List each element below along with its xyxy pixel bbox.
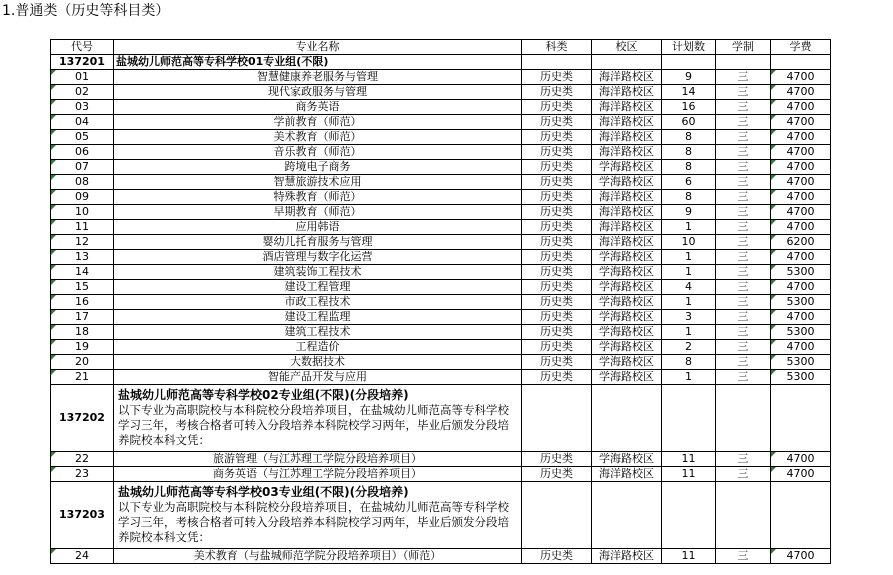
years-cell: 三: [716, 70, 771, 85]
plan-count-cell: 1: [662, 325, 716, 340]
years-cell: 三: [716, 265, 771, 280]
major-name: 现代家政服务与管理: [114, 85, 522, 100]
empty-cell: [771, 482, 831, 549]
major-code: 17: [51, 310, 114, 325]
fee-cell: 4700: [771, 310, 831, 325]
plan-count-cell: 6: [662, 175, 716, 190]
table-row: [51, 265, 831, 280]
subject-cell: 历史类: [522, 175, 592, 190]
subject-cell: 历史类: [522, 310, 592, 325]
empty-cell: [662, 385, 716, 452]
table-row: [51, 130, 831, 145]
years-cell: 三: [716, 467, 771, 482]
campus-cell: 海洋路校区: [592, 145, 662, 160]
group-name: 盐城幼儿师范高等专科学校03专业组(不限)(分段培养): [118, 485, 409, 499]
major-name: 婴幼儿托育服务与管理: [114, 235, 522, 250]
plan-count-cell: 1: [662, 370, 716, 385]
fee-cell: 6200: [771, 235, 831, 250]
campus-cell: 学海路校区: [592, 340, 662, 355]
header-code: 代号: [51, 40, 114, 55]
campus-cell: 海洋路校区: [592, 205, 662, 220]
fee-cell: 4700: [771, 160, 831, 175]
group-note: 以下专业为高职院校与本科院校分段培养项目，在盐城幼儿师范高等专科学校学习三年，考核合格者可转入分段培养本科院校学习两年，毕业后颁发分段培养院校本科文凭：: [118, 403, 509, 447]
group-header-row: [51, 385, 831, 452]
campus-cell: 海洋路校区: [592, 130, 662, 145]
subject-cell: 历史类: [522, 355, 592, 370]
empty-cell: [522, 55, 592, 70]
group-code: 137203: [51, 482, 114, 549]
table-row: [51, 235, 831, 250]
group-header-row: [51, 55, 831, 70]
major-code: 06: [51, 145, 114, 160]
major-name: 特殊教育（师范）: [114, 190, 522, 205]
group-description: [114, 482, 522, 549]
years-cell: 三: [716, 295, 771, 310]
major-code: 12: [51, 235, 114, 250]
header-years: 学制: [716, 40, 771, 55]
empty-cell: [662, 55, 716, 70]
years-cell: 三: [716, 205, 771, 220]
subject-cell: 历史类: [522, 220, 592, 235]
years-cell: 三: [716, 452, 771, 467]
fee-cell: 5300: [771, 355, 831, 370]
major-code: 19: [51, 340, 114, 355]
plan-count-cell: 9: [662, 205, 716, 220]
table-row: [51, 325, 831, 340]
plan-count-cell: 1: [662, 250, 716, 265]
table-row: [51, 467, 831, 482]
subject-cell: 历史类: [522, 130, 592, 145]
subject-cell: 历史类: [522, 370, 592, 385]
major-name: 建设工程管理: [114, 280, 522, 295]
major-code: 20: [51, 355, 114, 370]
years-cell: 三: [716, 190, 771, 205]
campus-cell: 学海路校区: [592, 452, 662, 467]
subject-cell: 历史类: [522, 160, 592, 175]
subject-cell: 历史类: [522, 235, 592, 250]
campus-cell: 海洋路校区: [592, 85, 662, 100]
major-code: 01: [51, 70, 114, 85]
fee-cell: 4700: [771, 220, 831, 235]
major-name: 美术教育（师范）: [114, 130, 522, 145]
major-code: 07: [51, 160, 114, 175]
table-row: [51, 85, 831, 100]
campus-cell: 海洋路校区: [592, 100, 662, 115]
empty-cell: [716, 385, 771, 452]
enrollment-plan-table: [50, 39, 831, 564]
campus-cell: 学海路校区: [592, 175, 662, 190]
subject-cell: 历史类: [522, 70, 592, 85]
table-row: [51, 452, 831, 467]
campus-cell: 学海路校区: [592, 295, 662, 310]
years-cell: 三: [716, 280, 771, 295]
subject-cell: 历史类: [522, 145, 592, 160]
years-cell: 三: [716, 85, 771, 100]
plan-count-cell: 11: [662, 549, 716, 564]
major-name: 建设工程监理: [114, 310, 522, 325]
major-code: 10: [51, 205, 114, 220]
major-name: 建筑装饰工程技术: [114, 265, 522, 280]
years-cell: 三: [716, 325, 771, 340]
fee-cell: 4700: [771, 115, 831, 130]
campus-cell: 学海路校区: [592, 355, 662, 370]
major-code: 21: [51, 370, 114, 385]
fee-cell: 4700: [771, 549, 831, 564]
years-cell: 三: [716, 220, 771, 235]
group-note: 以下专业为高职院校与本科院校分段培养项目，在盐城幼儿师范高等专科学校学习三年，考核合格者可转入分段培养本科院校学习两年，毕业后颁发分段培养院校本科文凭：: [118, 500, 509, 544]
plan-count-cell: 60: [662, 115, 716, 130]
plan-count-cell: 3: [662, 310, 716, 325]
campus-cell: 学海路校区: [592, 250, 662, 265]
major-name: 跨境电子商务: [114, 160, 522, 175]
major-name: 商务英语（与江苏理工学院分段培养项目）: [114, 467, 522, 482]
table-row: [51, 355, 831, 370]
plan-count-cell: 14: [662, 85, 716, 100]
empty-cell: [716, 55, 771, 70]
plan-count-cell: 11: [662, 452, 716, 467]
subject-cell: 历史类: [522, 250, 592, 265]
plan-count-cell: 8: [662, 160, 716, 175]
major-name: 应用韩语: [114, 220, 522, 235]
fee-cell: 4700: [771, 340, 831, 355]
campus-cell: 学海路校区: [592, 280, 662, 295]
group-code: 137201: [51, 55, 114, 70]
major-name: 大数据技术: [114, 355, 522, 370]
years-cell: 三: [716, 145, 771, 160]
campus-cell: 海洋路校区: [592, 549, 662, 564]
years-cell: 三: [716, 115, 771, 130]
group-name: 盐城幼儿师范高等专科学校02专业组(不限)(分段培养): [118, 388, 409, 402]
years-cell: 三: [716, 235, 771, 250]
subject-cell: 历史类: [522, 340, 592, 355]
campus-cell: 学海路校区: [592, 160, 662, 175]
major-name: 商务英语: [114, 100, 522, 115]
major-name: 美术教育（与盐城师范学院分段培养项目）（师范）: [114, 549, 522, 564]
plan-count-cell: 1: [662, 220, 716, 235]
fee-cell: 5300: [771, 295, 831, 310]
plan-count-cell: 8: [662, 355, 716, 370]
empty-cell: [662, 482, 716, 549]
fee-cell: 4700: [771, 452, 831, 467]
subject-cell: 历史类: [522, 280, 592, 295]
plan-count-cell: 8: [662, 145, 716, 160]
table-row: [51, 145, 831, 160]
table-row: [51, 220, 831, 235]
table-header-row: [51, 40, 831, 55]
major-code: 16: [51, 295, 114, 310]
campus-cell: 学海路校区: [592, 310, 662, 325]
plan-count-cell: 1: [662, 295, 716, 310]
campus-cell: 海洋路校区: [592, 70, 662, 85]
plan-count-cell: 9: [662, 70, 716, 85]
major-code: 14: [51, 265, 114, 280]
major-name: 智能产品开发与应用: [114, 370, 522, 385]
fee-cell: 4700: [771, 175, 831, 190]
major-code: 02: [51, 85, 114, 100]
header-campus: 校区: [592, 40, 662, 55]
major-name: 工程造价: [114, 340, 522, 355]
years-cell: 三: [716, 250, 771, 265]
fee-cell: 5300: [771, 370, 831, 385]
group-code: 137202: [51, 385, 114, 452]
major-code: 18: [51, 325, 114, 340]
major-name: 酒店管理与数字化运营: [114, 250, 522, 265]
empty-cell: [592, 55, 662, 70]
years-cell: 三: [716, 130, 771, 145]
years-cell: 三: [716, 310, 771, 325]
years-cell: 三: [716, 175, 771, 190]
header-major: 专业名称: [114, 40, 522, 55]
table-row: [51, 205, 831, 220]
empty-cell: [522, 385, 592, 452]
table-row: [51, 310, 831, 325]
major-code: 23: [51, 467, 114, 482]
years-cell: 三: [716, 100, 771, 115]
years-cell: 三: [716, 355, 771, 370]
major-code: 09: [51, 190, 114, 205]
table-row: [51, 280, 831, 295]
subject-cell: 历史类: [522, 452, 592, 467]
header-fee: 学费: [771, 40, 831, 55]
plan-count-cell: 8: [662, 190, 716, 205]
major-name: 早期教育（师范）: [114, 205, 522, 220]
major-name: 智慧旅游技术应用: [114, 175, 522, 190]
table-row: [51, 70, 831, 85]
subject-cell: 历史类: [522, 467, 592, 482]
fee-cell: 4700: [771, 100, 831, 115]
campus-cell: 海洋路校区: [592, 115, 662, 130]
table-row: [51, 100, 831, 115]
campus-cell: 海洋路校区: [592, 190, 662, 205]
years-cell: 三: [716, 370, 771, 385]
major-code: 22: [51, 452, 114, 467]
major-name: 建筑工程技术: [114, 325, 522, 340]
plan-count-cell: 2: [662, 340, 716, 355]
major-code: 11: [51, 220, 114, 235]
plan-count-cell: 11: [662, 467, 716, 482]
subject-cell: 历史类: [522, 295, 592, 310]
plan-count-cell: 16: [662, 100, 716, 115]
subject-cell: 历史类: [522, 205, 592, 220]
plan-count-cell: 1: [662, 265, 716, 280]
fee-cell: 5300: [771, 265, 831, 280]
fee-cell: 4700: [771, 280, 831, 295]
table-row: [51, 370, 831, 385]
header-subject: 科类: [522, 40, 592, 55]
major-code: 13: [51, 250, 114, 265]
page-title: 1.普通类（历史等科目类）: [2, 3, 170, 19]
empty-cell: [522, 482, 592, 549]
table-row: [51, 250, 831, 265]
campus-cell: 海洋路校区: [592, 235, 662, 250]
campus-cell: 学海路校区: [592, 325, 662, 340]
campus-cell: 海洋路校区: [592, 220, 662, 235]
major-name: 旅游管理（与江苏理工学院分段培养项目）: [114, 452, 522, 467]
major-code: 03: [51, 100, 114, 115]
plan-count-cell: 10: [662, 235, 716, 250]
fee-cell: 4700: [771, 85, 831, 100]
subject-cell: 历史类: [522, 190, 592, 205]
major-name: 音乐教育（师范）: [114, 145, 522, 160]
table-row: [51, 190, 831, 205]
campus-cell: 学海路校区: [592, 370, 662, 385]
table-row: [51, 160, 831, 175]
table-row: [51, 295, 831, 310]
table-row: [51, 549, 831, 564]
table-row: [51, 175, 831, 190]
fee-cell: 4700: [771, 250, 831, 265]
fee-cell: 4700: [771, 190, 831, 205]
empty-cell: [592, 482, 662, 549]
subject-cell: 历史类: [522, 100, 592, 115]
fee-cell: 5300: [771, 325, 831, 340]
years-cell: 三: [716, 160, 771, 175]
fee-cell: 4700: [771, 70, 831, 85]
major-code: 04: [51, 115, 114, 130]
years-cell: 三: [716, 549, 771, 564]
plan-count-cell: 8: [662, 130, 716, 145]
major-name: 学前教育（师范）: [114, 115, 522, 130]
major-code: 08: [51, 175, 114, 190]
plan-count-cell: 4: [662, 280, 716, 295]
table-row: [51, 340, 831, 355]
table-body: [51, 55, 831, 564]
campus-cell: 海洋路校区: [592, 467, 662, 482]
subject-cell: 历史类: [522, 549, 592, 564]
header-plan: 计划数: [662, 40, 716, 55]
subject-cell: 历史类: [522, 85, 592, 100]
years-cell: 三: [716, 340, 771, 355]
empty-cell: [771, 55, 831, 70]
fee-cell: 4700: [771, 130, 831, 145]
subject-cell: 历史类: [522, 325, 592, 340]
subject-cell: 历史类: [522, 115, 592, 130]
major-code: 05: [51, 130, 114, 145]
fee-cell: 4700: [771, 145, 831, 160]
empty-cell: [716, 482, 771, 549]
major-name: 智慧健康养老服务与管理: [114, 70, 522, 85]
campus-cell: 学海路校区: [592, 265, 662, 280]
table-row: [51, 115, 831, 130]
group-name: 盐城幼儿师范高等专科学校01专业组(不限): [114, 55, 522, 70]
major-code: 15: [51, 280, 114, 295]
major-name: 市政工程技术: [114, 295, 522, 310]
fee-cell: 4700: [771, 467, 831, 482]
empty-cell: [771, 385, 831, 452]
empty-cell: [592, 385, 662, 452]
group-header-row: [51, 482, 831, 549]
fee-cell: 4700: [771, 205, 831, 220]
subject-cell: 历史类: [522, 265, 592, 280]
group-description: [114, 385, 522, 452]
major-code: 24: [51, 549, 114, 564]
